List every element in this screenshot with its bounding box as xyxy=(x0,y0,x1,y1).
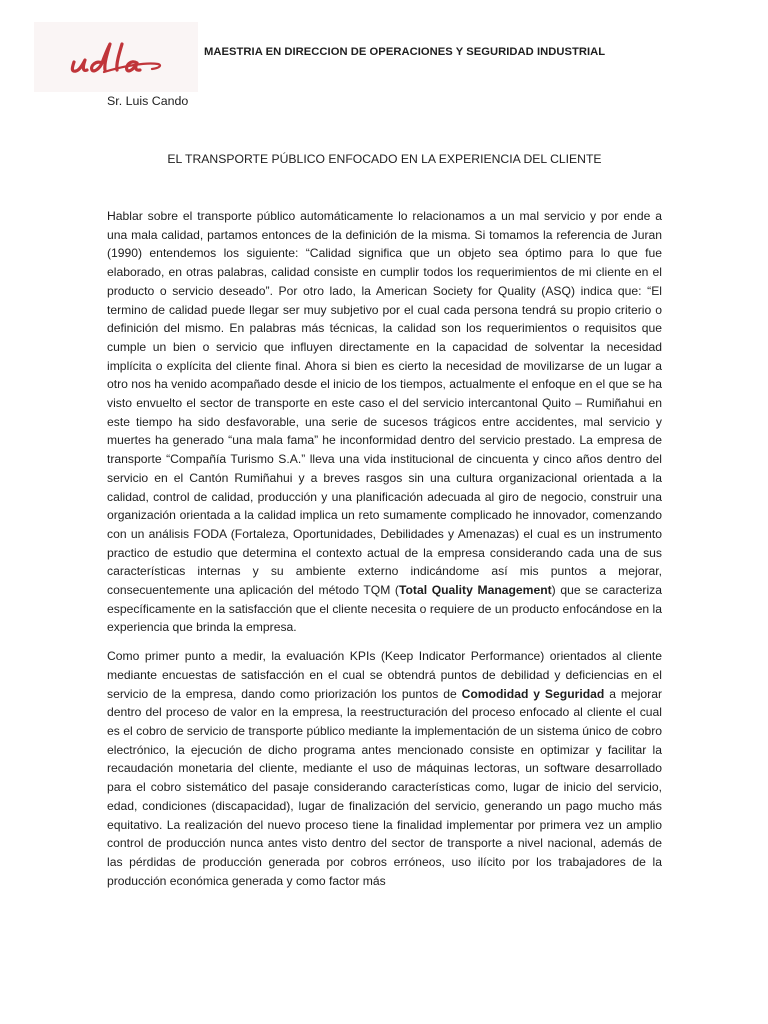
paragraph-text: a mejorar dentro del proceso de valor en la empresa, la reestructuración del proceso enfocado al cliente el cual es el cobro de servicio de transporte público mediante la implementación de un sistema único de cobro electrónico, la ejecución de dicho programa antes mencionado consiste en optimizar y facilitar la recaudación monetaria del cliente, mediante el uso de máquinas lectoras, un software desarrollado para el cobro sistemático del pasaje considerando características como, lugar de inicio del servicio, edad, condiciones (discapacidad), lugar de finalización del servicio, generando un pago mucho más equitativo. La realización del nuevo proceso tiene la finalidad implementar por primera vez un amplio control de producción nunca antes visto dentro del sector de transporte a nivel nacional, además de las pérdidas de producción generada por cobros erróneos, uso ilícito por los trabajadores de la producción económica generada y como factor más xyxy=(107,686,662,888)
emphasis-text: Comodidad y Seguridad xyxy=(461,686,605,701)
document-body xyxy=(107,207,662,900)
paragraph xyxy=(107,647,662,890)
udla-logo-mark xyxy=(34,22,198,92)
paragraph-text: Hablar sobre el transporte público automáticamente lo relacionamos a un mal servicio y por ende a una mala calidad, partamos entonces de la definición de la misma. Si tomamos la referencia de Juran (1990) entendemos los siguiente: “Calidad significa que un objeto sea óptimo para lo que fue elaborado, en otras palabras, calidad consiste en cumplir todos los requerimientos de mi cliente en el producto o servicio deseado”. Por otro lado, la American Society for Quality (ASQ) indica que: “El termino de calidad puede llegar ser muy subjetivo por el cual cada persona tendrá su propio criterio o definición del mismo. En palabras más técnicas, la calidad son los requerimientos o requisitos que cumple un bien o servicio que influyen directamente en la capacidad de solventar la necesidad implícita o explícita del cliente final. Ahora si bien es cierto la necesidad de movilizarse de un lugar a otro nos ha venido acompañado desde el inicio de los tiempos, actualmente el enfoque en el que se ha visto envuelto el sector de transporte en este caso el del servicio intercantonal Quito – Rumiñahui en este tiempo ha sido desfavorable, una serie de sucesos trágicos entre accidentes, mal servicio y muertes ha generado “una mala fama” he inconformidad dentro del servicio prestado. La empresa de transporte “Compañía Turismo S.A.” lleva una vida institucional de cincuenta y cinco años dentro del servicio en el Cantón Rumiñahui y a breves rasgos sin una cultura organizacional orientada a la calidad, control de calidad, producción y una planificación adecuada al giro de negocio, construir una organización orientada a la calidad implica un reto sumamente complicado he innovador, comenzando con un análisis FODA (Fortaleza, Oportunidades, Debilidades y Amenazas) el cual es un instrumento practico de estudio que determina el contexto actual de la empresa considerando cada una de sus características internas y su ambiente externo indicándome así mis puntos a mejorar, consecuentemente una aplicación del método TQM ( xyxy=(107,209,662,598)
udla-logo xyxy=(34,22,198,92)
document-title: EL TRANSPORTE PÚBLICO ENFOCADO EN LA EXPERIENCIA DEL CLIENTE xyxy=(167,152,602,166)
paragraph-text: Como primer punto a medir, la evaluación KPIs (Keep Indicator Performance) orientados al cliente mediante encuestas de satisfacción en el cual se obtendrá puntos de debilidad y deficiencias en el servicio de la empresa, dando como priorización los puntos de xyxy=(107,649,662,701)
program-title: MAESTRIA EN DIRECCION DE OPERACIONES Y SEGURIDAD INDUSTRIAL xyxy=(204,46,606,58)
paragraph-text: ) que se caracteriza específicamente en la satisfacción que el cliente necesita o requiere de un producto enfocándose en la experiencia que brinda la empresa. xyxy=(107,583,662,635)
author-name: Sr. Luis Cando xyxy=(107,94,189,108)
emphasis-text: Total Quality Management xyxy=(398,583,552,598)
logo-text xyxy=(34,10,36,11)
paragraph xyxy=(107,207,662,637)
